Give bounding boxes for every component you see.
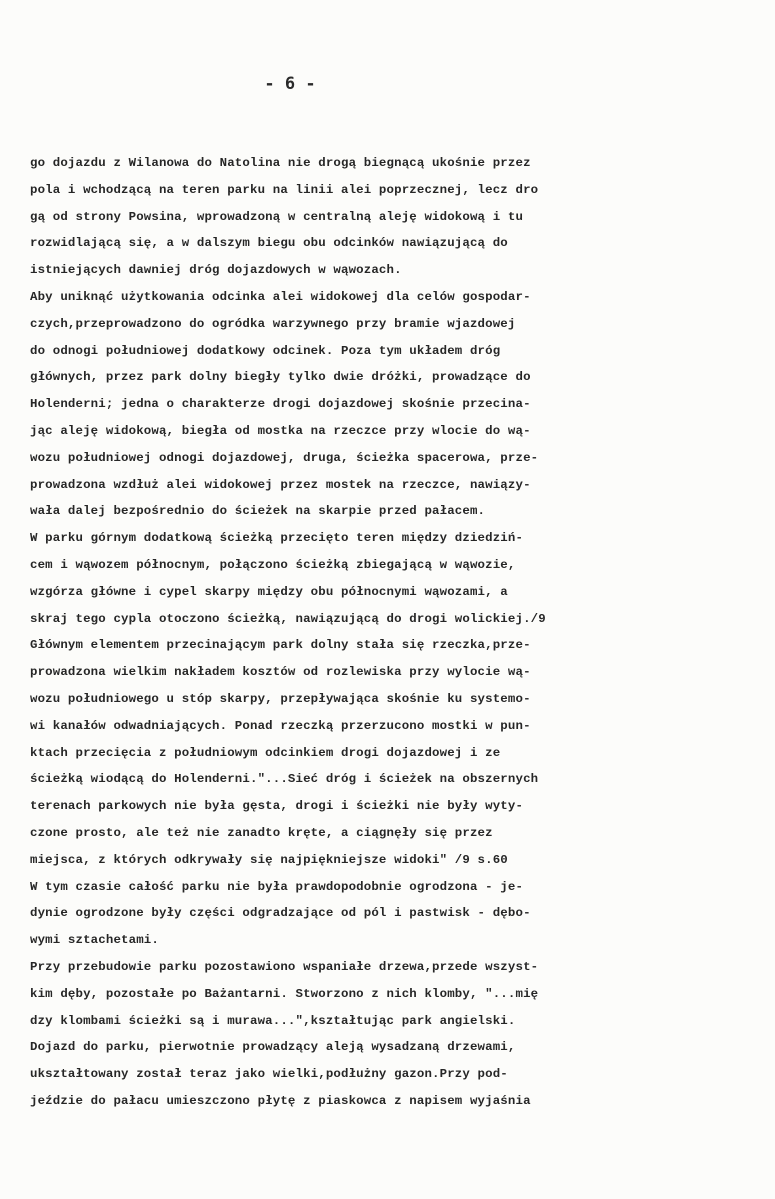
text-line: dzy klombami ścieżki są i murawa...",kształtując park angielski. [30, 1013, 516, 1028]
text-line: wymi sztachetami. [30, 933, 159, 948]
text-line: Przy przebudowie parku pozostawiono wspaniałe drzewa,przede wszyst- [30, 959, 539, 974]
page-number: - 6 - [264, 74, 316, 94]
text-line: kim dęby, pozostałe po Bażantarni. Stworzono z nich klomby, "...mię [30, 986, 539, 1001]
text-line: W tym czasie całość parku nie była prawdopodobnie ogrodzona - je- [30, 879, 524, 894]
text-line: ktach przecięcia z południowym odcinkiem drogi dojazdowej i ze [30, 745, 501, 760]
text-line: do odnogi południowej dodatkowy odcinek. Poza tym układem dróg [30, 343, 501, 358]
text-line: Holenderni; jedna o charakterze drogi dojazdowej skośnie przecina- [30, 397, 531, 412]
text-line: prowadzona wzdłuż alei widokowej przez mostek na rzeczce, nawiązy- [30, 477, 531, 492]
text-line: rozwidlającą się, a w dalszym biegu obu odcinków nawiązującą do [30, 236, 508, 251]
text-line: ścieżką wiodącą do Holenderni."...Sieć dróg i ścieżek na obszernych [30, 772, 539, 787]
text-line: cem i wąwozem północnym, połączono ścieżką zbiegającą w wąwozie, [30, 557, 516, 572]
text-line: głównych, przez park dolny biegły tylko dwie dróżki, prowadzące do [30, 370, 531, 385]
text-line: istniejących dawniej dróg dojazdowych w wąwozach. [30, 263, 402, 278]
text-line: Dojazd do parku, pierwotnie prowadzący aleją wysadzaną drzewami, [30, 1040, 516, 1055]
text-line: dynie ogrodzone były części odgradzające od pól i pastwisk - dębo- [30, 906, 531, 921]
text-line: wzgórza główne i cypel skarpy między obu północnymi wąwozami, a [30, 584, 508, 599]
text-line: ukształtowany został teraz jako wielki,podłużny gazon.Przy pod- [30, 1067, 508, 1082]
text-line: terenach parkowych nie była gęsta, drogi i ścieżki nie były wyty- [30, 799, 524, 814]
text-line: go dojazdu z Wilanowa do Natolina nie drogą biegnącą ukośnie przez [30, 156, 531, 170]
text-line: czone prosto, ale też nie zanadto kręte, a ciągnęły się przez [30, 825, 493, 840]
text-line: jąc aleję widokową, biegła od mostka na rzeczce przy wlocie do wą- [30, 423, 531, 438]
text-line: prowadzona wielkim nakładem kosztów od rozlewiska przy wylocie wą- [30, 665, 531, 680]
text-line: skraj tego cypla otoczono ścieżką, nawiązującą do drogi wolickiej./9 [30, 611, 546, 626]
text-line: czych,przeprowadzono do ogródka warzywnego przy bramie wjazdowej [30, 316, 516, 331]
text-line: pola i wchodzącą na teren parku na linii alei poprzecznej, lecz dro [30, 182, 539, 197]
text-line: W parku górnym dodatkową ścieżką przecięto teren między dziedziń- [30, 531, 524, 546]
text-line: wozu południowej odnogi dojazdowej, druga, ścieżka spacerowa, prze- [30, 450, 539, 465]
text-line: gą od strony Powsina, wprowadzoną w centralną aleję widokową i tu [30, 209, 524, 224]
body-text [30, 150, 760, 1115]
text-line: wi kanałów odwadniających. Ponad rzeczką przerzucono mostki w pun- [30, 718, 531, 733]
text-line: wozu południowego u stóp skarpy, przepływająca skośnie ku systemo- [30, 691, 531, 706]
text-line: jeździe do pałacu umieszczono płytę z piaskowca z napisem wyjaśnia [30, 1093, 531, 1108]
text-line: Głównym elementem przecinającym park dolny stała się rzeczka,prze- [30, 638, 531, 653]
text-line: miejsca, z których odkrywały się najpiękniejsze widoki" /9 s.60 [30, 852, 508, 867]
text-line: Aby uniknąć użytkowania odcinka alei widokowej dla celów gospodar- [30, 289, 531, 304]
text-line: wała dalej bezpośrednio do ścieżek na skarpie przed pałacem. [30, 504, 486, 519]
